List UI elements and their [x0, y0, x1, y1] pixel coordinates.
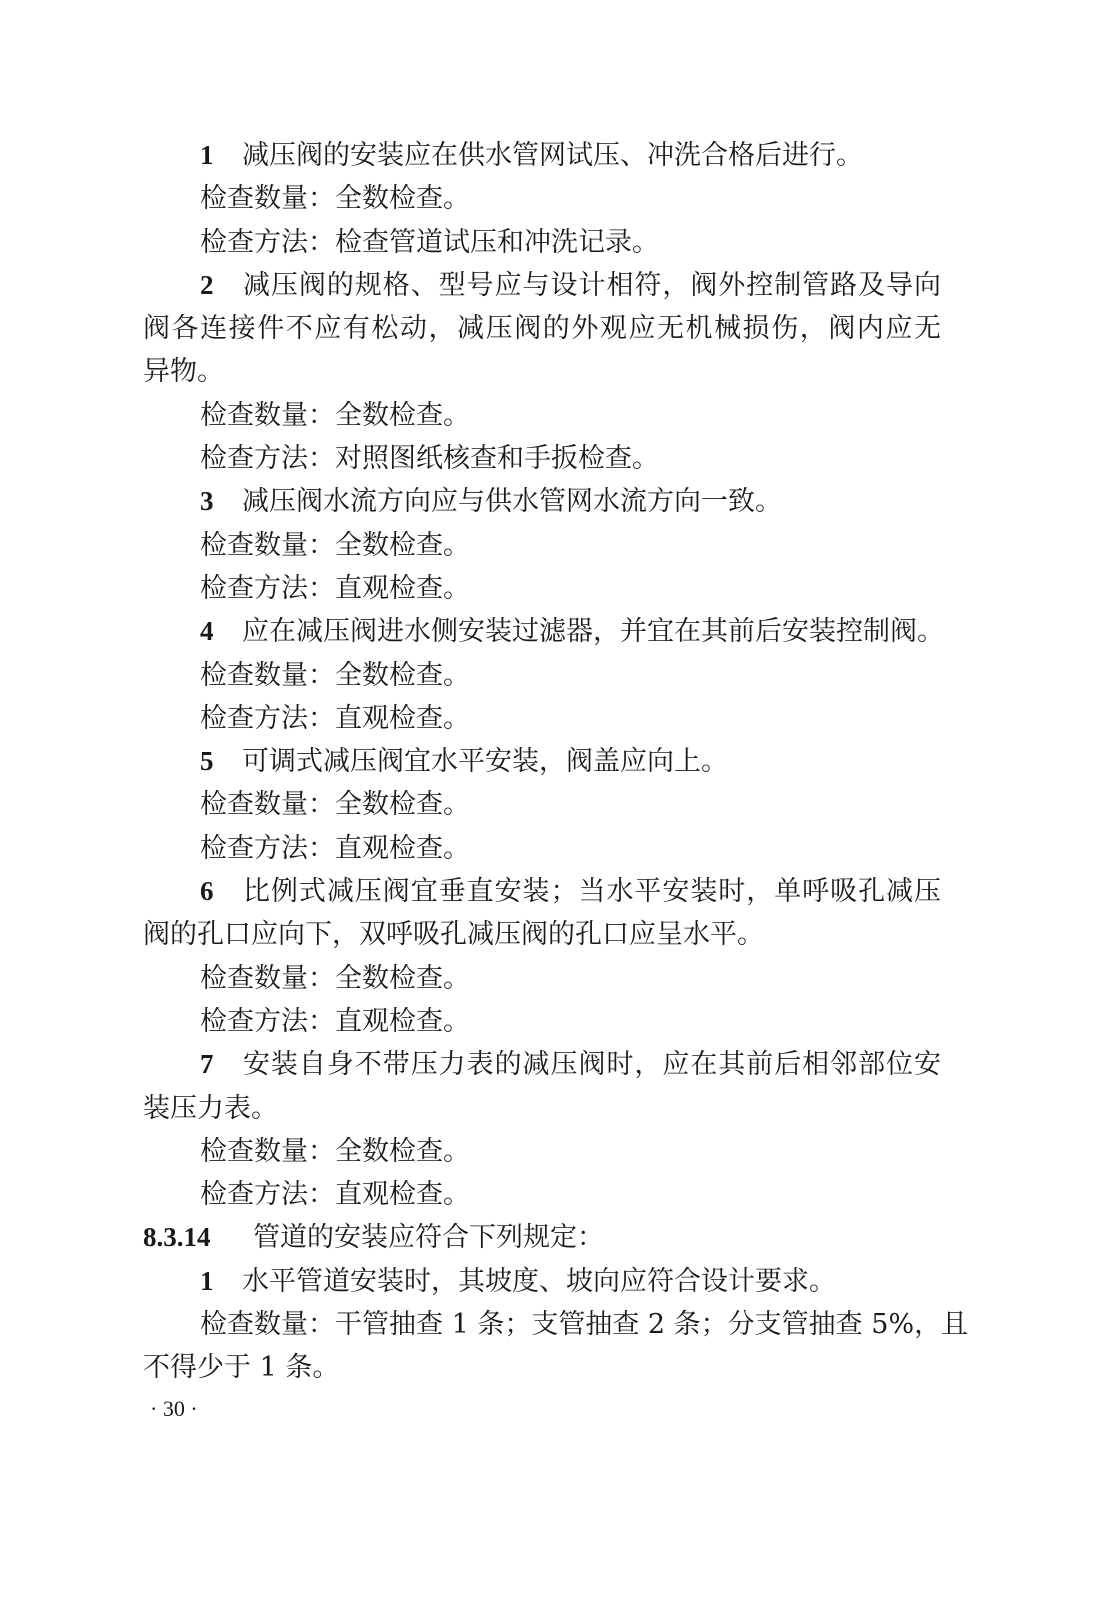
sub-1-text: 1 水平管道安装时，其坡度、坡向应符合设计要求。: [143, 1260, 941, 1303]
item-number: 1: [200, 140, 214, 170]
item-4-method: 检查方法：直观检查。: [200, 702, 470, 734]
item-2-quantity: 检查数量：全数检查。: [200, 399, 470, 431]
body-text: [143, 134, 969, 1390]
item-7-quantity: 检查数量：全数检查。: [200, 1135, 470, 1167]
item-7-text-cont: 装压力表。: [143, 1092, 278, 1124]
item-3-quantity: 检查数量：全数检查。: [200, 529, 470, 561]
section-title: 管道的安装应符合下列规定：: [253, 1222, 604, 1254]
section-heading: [143, 1216, 941, 1259]
item-number: 4: [200, 616, 214, 647]
item-number: 3: [200, 486, 214, 517]
item-5-text: 5 可调式减压阀宜水平安装，阀盖应向上。: [143, 740, 941, 783]
sub-1-quantity-cont: 不得少于 1 条。: [143, 1352, 340, 1384]
page-number: · 30 ·: [150, 1396, 198, 1421]
item-number: 7: [200, 1049, 214, 1080]
item-5-quantity: 检查数量：全数检查。: [200, 789, 470, 821]
item-1-quantity: 检查数量：全数检查。: [200, 183, 470, 215]
item-5-method: 检查方法：直观检查。: [200, 832, 470, 864]
item-number: 2: [200, 269, 214, 300]
item-3-method: 检查方法：直观检查。: [200, 572, 470, 604]
item-6-method: 检查方法：直观检查。: [200, 1005, 470, 1037]
item-2-text-cont: 阀各连接件不应有松动，减压阀的外观应无机械损伤，阀内应无: [143, 313, 941, 345]
item-1-text: 1 减压阀的安装应在供水管网试压、冲洗合格后进行。: [143, 134, 941, 177]
item-6-quantity: 检查数量：全数检查。: [200, 962, 470, 994]
item-3-text: 3 减压阀水流方向应与供水管网水流方向一致。: [143, 480, 941, 523]
item-2-text: 2 减压阀的规格、型号应与设计相符，阀外控制管路及导向: [143, 264, 941, 307]
item-2-text-end: 异物。: [143, 356, 224, 388]
item-1-method: 检查方法：检查管道试压和冲洗记录。: [200, 226, 659, 258]
sub-1-quantity: 检查数量：干管抽查 1 条；支管抽查 2 条；分支管抽查 5%，且: [200, 1309, 969, 1341]
item-4-quantity: 检查数量：全数检查。: [200, 659, 470, 691]
item-7-text: 7 安装自身不带压力表的减压阀时，应在其前后相邻部位安: [143, 1043, 941, 1086]
item-2-method: 检查方法：对照图纸核查和手扳检查。: [200, 443, 659, 475]
item-6-text-cont: 阀的孔口应向下，双呼吸孔减压阀的孔口应呈水平。: [143, 919, 764, 951]
item-4-text: 4 应在减压阀进水侧安装过滤器，并宜在其前后安装控制阀。: [143, 610, 941, 653]
item-number: 1: [200, 1265, 214, 1296]
item-6-text: 6 比例式减压阀宜垂直安装；当水平安装时，单呼吸孔减压: [143, 870, 941, 913]
item-number: 5: [200, 746, 214, 777]
item-7-method: 检查方法：直观检查。: [200, 1179, 470, 1211]
item-number: 6: [200, 876, 214, 907]
section-number: 8.3.14: [143, 1222, 211, 1253]
